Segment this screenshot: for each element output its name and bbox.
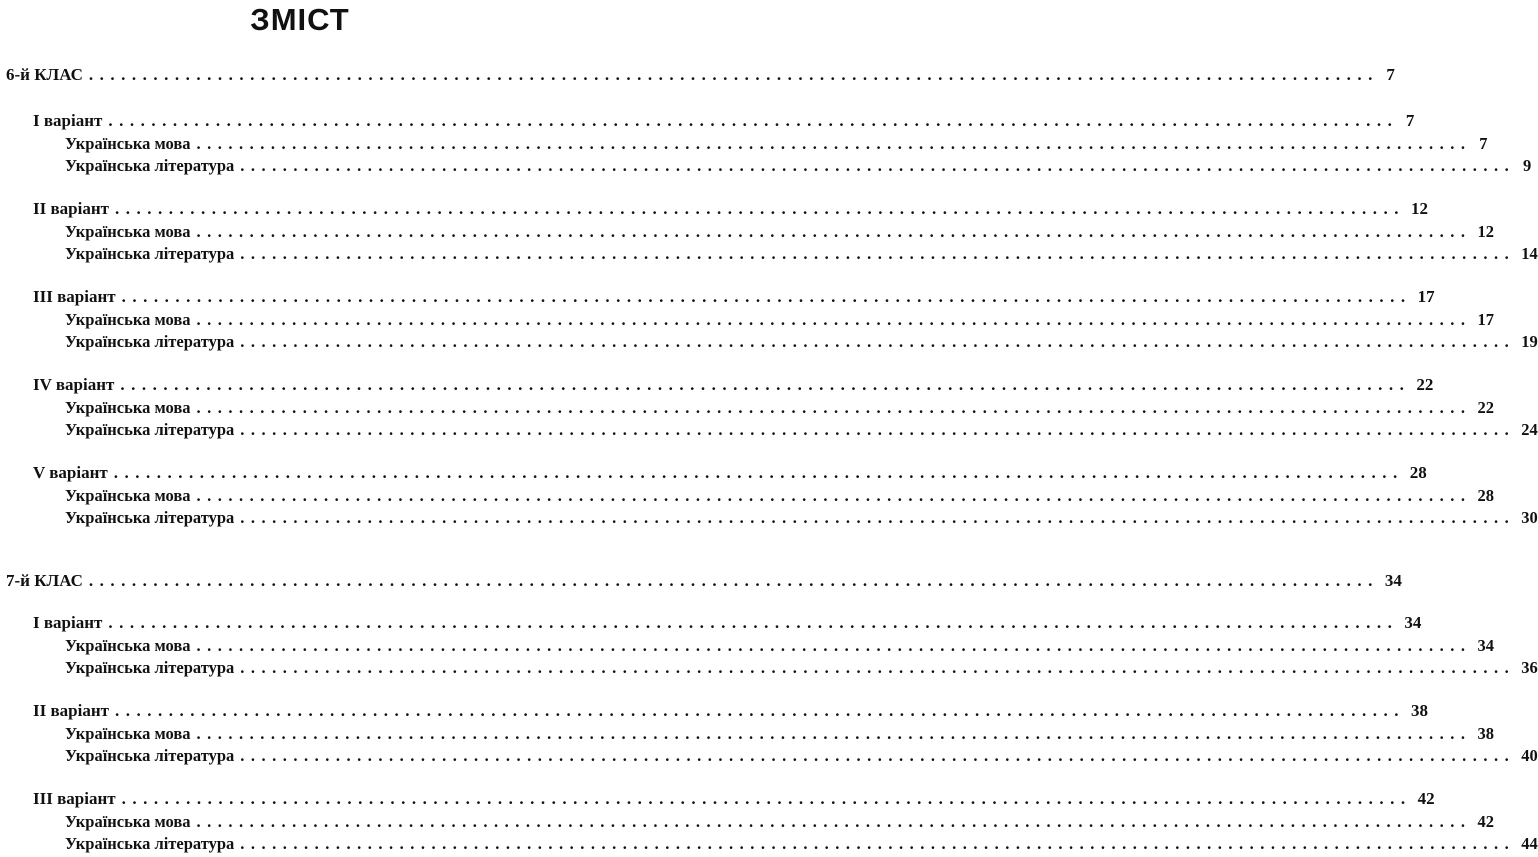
toc-entry-variant	[33, 198, 1428, 220]
toc-entry-label: Українська мова	[65, 724, 191, 743]
toc-entry-subject	[65, 635, 1494, 657]
toc-entry-grade	[6, 64, 1395, 86]
toc-entry-label: IV варіант	[33, 375, 115, 394]
toc-entry-subject	[65, 485, 1494, 507]
toc-entry-label: ІІІ варіант	[33, 789, 116, 808]
toc-leader-dots: ........................................................................................................................	[88, 571, 1379, 590]
toc-leader-dots: ........................................................................................................................	[196, 724, 1472, 743]
toc-entry-page: 34	[1384, 571, 1402, 590]
toc-entry-label: ІІ варіант	[33, 701, 109, 720]
toc-entry-subject	[65, 657, 1538, 679]
toc-leader-dots: ........................................................................................................................	[196, 486, 1472, 505]
toc-entry-page: 12	[1411, 199, 1428, 218]
page-title: ЗМІСТ	[250, 2, 350, 37]
toc-leader-dots: ........................................................................................................................	[240, 332, 1516, 351]
toc-entry-grade	[6, 570, 1402, 592]
toc-entry-page: 28	[1409, 463, 1427, 482]
toc-entry-subject	[65, 221, 1494, 243]
toc-leader-dots: ........................................................................................................................	[108, 111, 1399, 130]
toc-entry-subject	[65, 507, 1538, 529]
toc-entry-label: Українська література	[65, 420, 235, 439]
toc-entry-label: Українська мова	[65, 486, 191, 505]
toc-entry-label: І варіант	[33, 613, 103, 632]
toc-entry-label: Українська мова	[65, 134, 191, 153]
toc-entry-subject	[65, 397, 1494, 419]
toc-leader-dots: ........................................................................................................................	[113, 463, 1404, 482]
toc-entry-page: 42	[1477, 812, 1494, 831]
toc-entry-variant	[33, 612, 1422, 634]
toc-entry-label: Українська мова	[65, 812, 191, 831]
toc-entry-page: 34	[1404, 613, 1422, 632]
toc-entry-label: ІІ варіант	[33, 199, 109, 218]
toc-entry-subject	[65, 133, 1488, 155]
toc-entry-label: ІІІ варіант	[33, 287, 116, 306]
toc-leader-dots: ........................................................................................................................	[115, 199, 1405, 218]
toc-entry-label: Українська література	[65, 834, 235, 853]
toc-entry-subject	[65, 331, 1538, 353]
toc-entry-page: 14	[1521, 244, 1538, 263]
toc-entry-page: 34	[1477, 636, 1494, 655]
toc-entry-page: 44	[1521, 834, 1538, 853]
toc-entry-page: 17	[1417, 287, 1435, 306]
toc-entry-label: Українська література	[65, 244, 235, 263]
toc-entry-page: 7	[1405, 111, 1415, 130]
toc-leader-dots: ........................................................................................................................	[196, 398, 1472, 417]
toc-leader-dots: ........................................................................................................................	[240, 834, 1516, 853]
toc-entry-label: Українська мова	[65, 636, 191, 655]
toc-entry-variant	[33, 110, 1415, 132]
toc-leader-dots: ........................................................................................................................	[108, 613, 1399, 632]
toc-entry-label: Українська мова	[65, 222, 191, 241]
toc-entry-page: 36	[1521, 658, 1538, 677]
toc-entry-label: 6-й КЛАС	[6, 65, 83, 84]
toc-entry-label: 7-й КЛАС	[6, 571, 83, 590]
toc-entry-subject	[65, 243, 1538, 265]
toc-entry-page: 19	[1521, 332, 1538, 351]
toc-leader-dots: ........................................................................................................................	[240, 658, 1516, 677]
toc-entry-label: Українська література	[65, 746, 235, 765]
toc-entry-variant	[33, 374, 1434, 396]
toc-entry-page: 12	[1477, 222, 1494, 241]
toc-entry-label: Українська література	[65, 658, 235, 677]
toc-entry-variant	[33, 700, 1428, 722]
toc-leader-dots: ........................................................................................................................	[196, 222, 1472, 241]
toc-entry-page: 9	[1523, 156, 1532, 175]
toc-entry-label: Українська література	[65, 332, 235, 351]
toc-entry-page: 17	[1477, 310, 1494, 329]
toc-entry-subject	[65, 419, 1538, 441]
toc-leader-dots: ........................................................................................................................	[196, 812, 1472, 831]
toc-entry-page: 42	[1417, 789, 1435, 808]
toc-entry-page: 22	[1477, 398, 1494, 417]
toc-leader-dots: ........................................................................................................................	[240, 746, 1516, 765]
toc-entry-variant	[33, 286, 1435, 308]
toc-leader-dots: ........................................................................................................................	[240, 244, 1516, 263]
toc-entry-page: 38	[1411, 701, 1428, 720]
toc-entry-page: 7	[1479, 134, 1488, 153]
toc-entry-page: 24	[1521, 420, 1538, 439]
toc-entry-label: Українська література	[65, 156, 235, 175]
toc-leader-dots: ........................................................................................................................	[88, 65, 1379, 84]
toc-entry-variant	[33, 462, 1427, 484]
toc-entry-page: 30	[1521, 508, 1538, 527]
toc-entry-subject	[65, 745, 1538, 767]
toc-leader-dots: ........................................................................................................................	[121, 287, 1412, 306]
toc-entry-variant	[33, 788, 1435, 810]
toc-leader-dots: ........................................................................................................................	[240, 508, 1516, 527]
toc-leader-dots: ........................................................................................................................	[121, 789, 1412, 808]
toc-entry-label: І варіант	[33, 111, 103, 130]
toc-entry-subject	[65, 309, 1494, 331]
toc-entry-page: 38	[1477, 724, 1494, 743]
toc-entry-page: 40	[1521, 746, 1538, 765]
toc-entry-subject	[65, 155, 1532, 177]
toc-entry-label: Українська мова	[65, 310, 191, 329]
toc-leader-dots: ........................................................................................................................	[196, 134, 1472, 153]
toc-entry-label: Українська література	[65, 508, 235, 527]
toc-entry-subject	[65, 811, 1494, 833]
toc-entry-subject	[65, 833, 1538, 855]
toc-entry-subject	[65, 723, 1494, 745]
toc-leader-dots: ........................................................................................................................	[115, 701, 1405, 720]
toc-leader-dots: ........................................................................................................................	[120, 375, 1411, 394]
toc-leader-dots: ........................................................................................................................	[196, 636, 1472, 655]
toc-entry-page: 7	[1386, 65, 1395, 84]
toc-leader-dots: ........................................................................................................................	[240, 156, 1516, 175]
toc-entry-page: 28	[1477, 486, 1494, 505]
toc-entry-label: V варіант	[33, 463, 108, 482]
toc-entry-label: Українська мова	[65, 398, 191, 417]
toc-leader-dots: ........................................................................................................................	[240, 420, 1516, 439]
toc-entry-page: 22	[1416, 375, 1434, 394]
toc-leader-dots: ........................................................................................................................	[196, 310, 1472, 329]
